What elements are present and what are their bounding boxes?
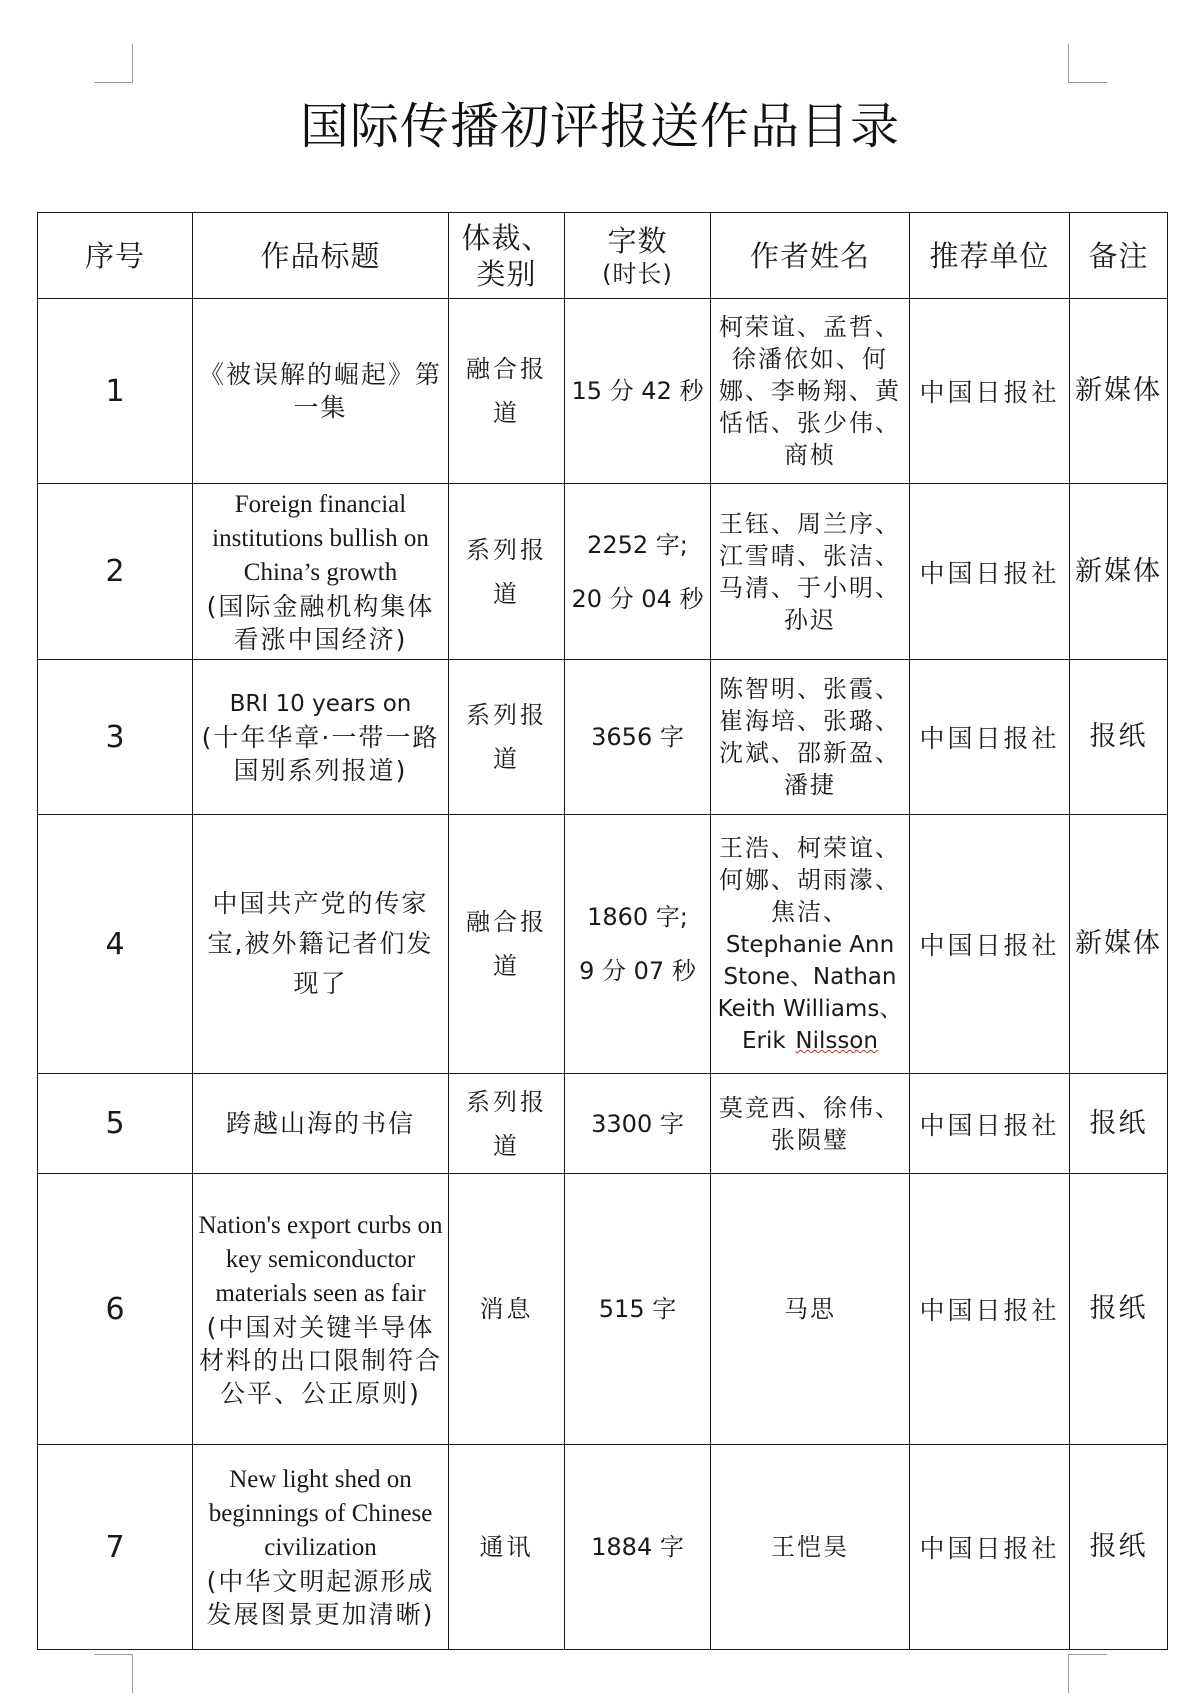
- row-title-zh: (中国对关键半导体材料的出口限制符合公平、公正原则): [198, 1312, 442, 1408]
- row-authors-latin: Stephanie Ann Stone、Nathan Keith Williams、Erik: [717, 932, 903, 1054]
- table-row: [38, 1174, 1168, 1445]
- row-org: 中国日报社: [910, 1174, 1070, 1445]
- row-authors: 王钰、周兰序、江雪晴、张洁、马清、于小明、孙迟: [711, 484, 910, 660]
- row-title-zh: (中华文明起源形成发展图景更加清晰): [206, 1567, 435, 1629]
- table-row: [38, 1445, 1168, 1650]
- row-title-en: New light shed on beginnings of Chinese civilization: [208, 1466, 433, 1561]
- row-count: [565, 1074, 711, 1174]
- row-authors-zh: 王浩、柯荣谊、何娜、胡雨濛、焦洁、: [719, 834, 901, 926]
- row-index: 1: [38, 299, 193, 484]
- row-count: [565, 660, 711, 815]
- row-org: 中国日报社: [910, 1445, 1070, 1650]
- header-genre: 体裁、类别: [449, 213, 565, 299]
- row-count: [565, 1174, 711, 1445]
- row-note: 报纸: [1070, 660, 1168, 815]
- row-title: [193, 1445, 449, 1650]
- row-org: 中国日报社: [910, 299, 1070, 484]
- row-index: 6: [38, 1174, 193, 1445]
- row-note: 新媒体: [1070, 815, 1168, 1074]
- header-count: [565, 213, 711, 299]
- header-count-main: 字数: [607, 223, 668, 258]
- header-note: 备注: [1070, 213, 1168, 299]
- table-row: [38, 1074, 1168, 1174]
- table-row: [38, 299, 1168, 484]
- row-title: [193, 1174, 449, 1445]
- table-row: [38, 660, 1168, 815]
- row-org: 中国日报社: [910, 815, 1070, 1074]
- row-count-value: 1884 字: [591, 1533, 684, 1561]
- page-corner-mark: [94, 44, 133, 83]
- row-authors: 柯荣谊、孟哲、徐潘依如、何娜、李畅翔、黄恬恬、张少伟、商桢: [711, 299, 910, 484]
- row-title-en: BRI 10 years on: [229, 691, 412, 717]
- row-note: 报纸: [1070, 1074, 1168, 1174]
- row-genre: 系列报道: [449, 660, 565, 815]
- row-count: [565, 1445, 711, 1650]
- works-catalog-table: [37, 212, 1168, 1650]
- document-title: 国际传播初评报送作品目录: [299, 98, 900, 155]
- row-note: 新媒体: [1070, 484, 1168, 660]
- row-title: [193, 660, 449, 815]
- page-corner-mark: [94, 1654, 133, 1693]
- row-org: 中国日报社: [910, 660, 1070, 815]
- row-duration-value: 20 分 04 秒: [571, 584, 704, 613]
- row-authors: 马思: [711, 1174, 910, 1445]
- header-authors: 作者姓名: [711, 213, 910, 299]
- row-count-value: 15 分 42 秒: [571, 377, 704, 405]
- row-org: 中国日报社: [910, 1074, 1070, 1174]
- header-title: 作品标题: [193, 213, 449, 299]
- row-genre: 融合报道: [449, 815, 565, 1074]
- row-note: 新媒体: [1070, 299, 1168, 484]
- row-title: [193, 815, 449, 1074]
- row-count-value: 1860 字;: [587, 903, 688, 931]
- row-title-zh: 中国共产党的传家宝,被外籍记者们发现了: [207, 889, 434, 998]
- row-count: [565, 815, 711, 1074]
- row-index: 5: [38, 1074, 193, 1174]
- row-genre: 消息: [449, 1174, 565, 1445]
- row-title: [193, 484, 449, 660]
- page-corner-mark: [1068, 1654, 1107, 1693]
- row-title: [193, 1074, 449, 1174]
- row-genre: 通讯: [449, 1445, 565, 1650]
- row-authors: 王恺昊: [711, 1445, 910, 1650]
- header-index: 序号: [38, 213, 193, 299]
- row-authors: 莫竞西、徐伟、张陨璧: [711, 1074, 910, 1174]
- row-note: 报纸: [1070, 1445, 1168, 1650]
- spellcheck-flagged-word: Nilsson: [795, 1028, 878, 1054]
- row-authors: [711, 815, 910, 1074]
- row-title-zh: (国际金融机构集体看涨中国经济): [206, 591, 435, 654]
- header-count-sub: (时长): [602, 259, 673, 288]
- row-title-zh: (十年华章·一带一路国别系列报道): [201, 723, 440, 785]
- row-genre: 系列报道: [449, 1074, 565, 1174]
- row-genre: 系列报道: [449, 484, 565, 660]
- row-count-value: 3300 字: [591, 1109, 684, 1138]
- row-count-value: 3656 字: [591, 723, 684, 751]
- row-index: 7: [38, 1445, 193, 1650]
- row-index: 2: [38, 484, 193, 660]
- row-title-en: Foreign financial institutions bullish on China’s growth: [212, 490, 429, 586]
- row-authors: 陈智明、张霞、崔海培、张璐、沈斌、邵新盈、潘捷: [711, 660, 910, 815]
- row-genre: 融合报道: [449, 299, 565, 484]
- row-title-zh: 《被误解的崛起》第一集: [198, 360, 442, 422]
- row-title: [193, 299, 449, 484]
- row-index: 4: [38, 815, 193, 1074]
- table-header-row: [38, 213, 1168, 299]
- row-title-en: Nation's export curbs on key semiconductor materials seen as fair: [198, 1211, 443, 1307]
- row-count: [565, 484, 711, 660]
- table-row: [38, 815, 1168, 1074]
- header-org: 推荐单位: [910, 213, 1070, 299]
- row-count-value: 2252 字;: [587, 530, 688, 559]
- row-index: 3: [38, 660, 193, 815]
- row-note: 报纸: [1070, 1174, 1168, 1445]
- page-corner-mark: [1068, 44, 1107, 83]
- row-duration-value: 9 分 07 秒: [579, 957, 696, 985]
- row-count-value: 515 字: [598, 1295, 677, 1323]
- row-org: 中国日报社: [910, 484, 1070, 660]
- row-title-zh: 跨越山海的书信: [225, 1109, 415, 1138]
- table-row: [38, 484, 1168, 660]
- row-count: [565, 299, 711, 484]
